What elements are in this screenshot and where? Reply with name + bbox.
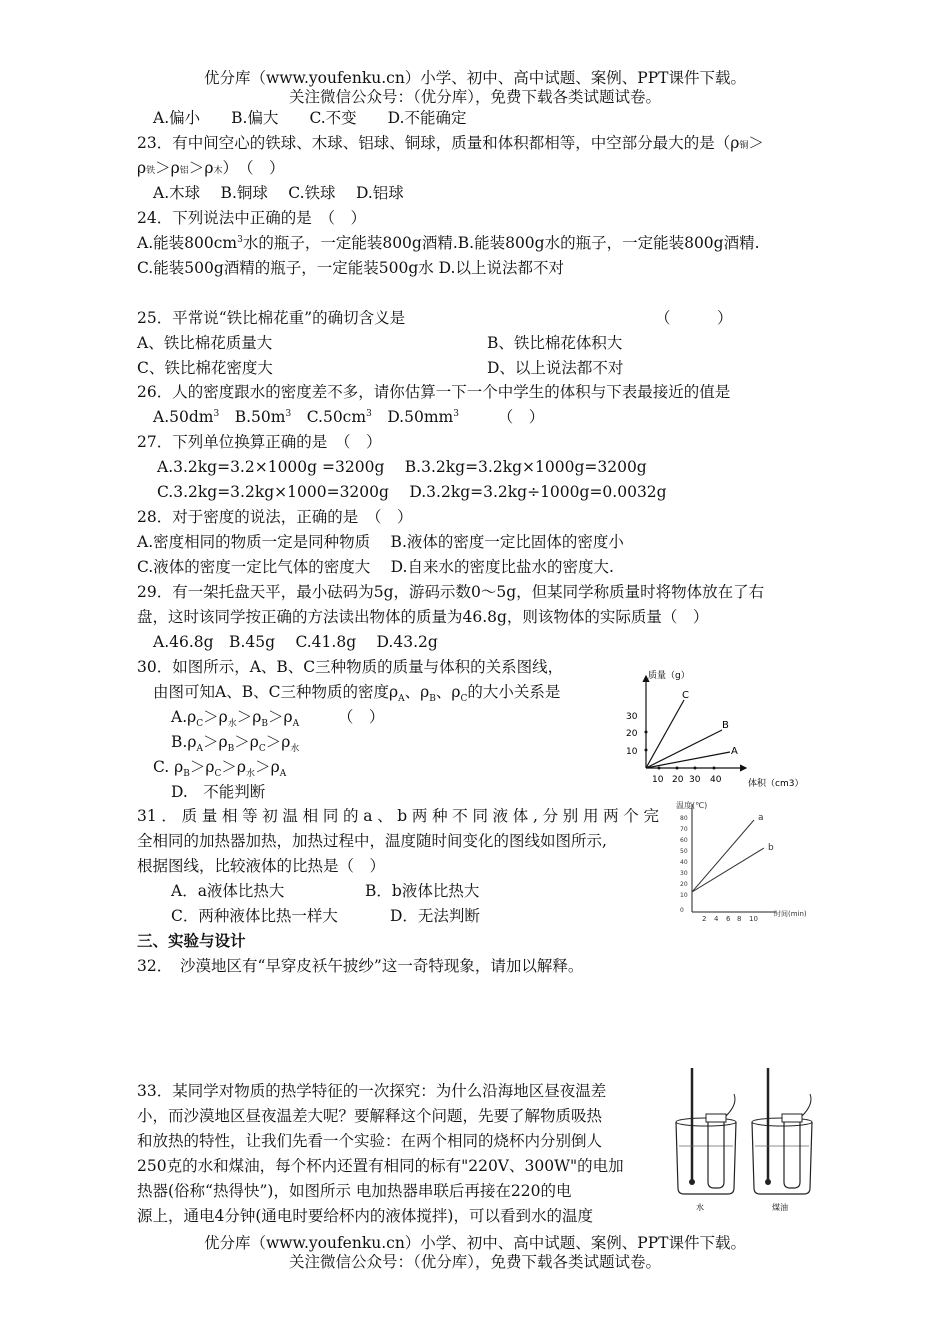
q33-line-5: 热器(俗称“热得快”)，如图所示 电加热器串联后再接在220的电 bbox=[137, 1182, 572, 1200]
q33-line-1: 33．某同学对物质的热学特征的一次探究：为什么沿海地区昼夜温差 bbox=[137, 1082, 607, 1100]
fig31-ytick: 80 bbox=[680, 815, 688, 822]
q24-options-cd: C.能装500g酒精的瓶子，一定能装500g水 D.以上说法都不对 bbox=[137, 259, 564, 277]
q25-stem: 25．平常说“铁比棉花重”的确切含义是 bbox=[137, 309, 406, 327]
q23-line-1: 23．有中间空心的铁球、木球、铝球、铜球，质量和体积都相等，中空部分最大的是（ρ铜＞ bbox=[137, 134, 764, 152]
beaker-kerosene bbox=[752, 1068, 812, 1212]
q25-option-b: B、铁比棉花体积大 bbox=[487, 334, 623, 352]
fig31-ylabel: 温度(℃) bbox=[676, 801, 708, 810]
q33-line-2: 小，而沙漠地区昼夜温差大呢？要解释这个问题，先要了解物质吸热 bbox=[137, 1107, 603, 1125]
q26-stem: 26．人的密度跟水的密度差不多，请你估算一下一个中学生的体积与下表最接近的值是 bbox=[137, 383, 731, 401]
fig31-ytick: 40 bbox=[680, 859, 688, 866]
footer-line-1: 优分库（www.youfenku.cn）小学、初中、高中试题、案例、PPT课件下载。 bbox=[203, 1234, 747, 1252]
header-line-1: 优分库（www.youfenku.cn）小学、初中、高中试题、案例、PPT课件下载。 bbox=[203, 69, 747, 87]
q30-line-1: 30．如图所示，A、B、C三种物质的质量与体积的关系图线， bbox=[137, 658, 564, 676]
q26-options: $A.50dm^3$ $B.50m^3$ $C.50cm^3$ $D.50mm^3$ （ ） bbox=[153, 408, 545, 426]
q28-options-cd: C.液体的密度一定比气体的密度大 D.自来水的密度比盐水的密度大. bbox=[137, 558, 614, 576]
header-line-2: 关注微信公众号：（优分库），免费下载各类试题试卷。 bbox=[288, 88, 661, 106]
fig31-ytick: 30 bbox=[680, 870, 688, 877]
q25-option-d: D、以上说法都不对 bbox=[487, 359, 624, 377]
q28-stem: 28．对于密度的说法，正确的是 （ ） bbox=[137, 508, 413, 526]
q27-stem: 27．下列单位换算正确的是 （ ） bbox=[137, 433, 382, 451]
fig31-xtick: 10 bbox=[749, 915, 758, 923]
fig31-ytick: 0 bbox=[680, 907, 684, 914]
fig31-ytick: 70 bbox=[680, 826, 688, 833]
q33-line-4: 250克的水和煤油，每个杯内还置有相同的标有"220V、300W"的电加 bbox=[137, 1157, 624, 1175]
q29-line-1: 29．有一架托盘天平，最小砝码为5g，游码示数0～5g，但某同学称质量时将物体放在了右 bbox=[137, 583, 765, 601]
fig31-xtick: 2 bbox=[702, 915, 707, 923]
q31-option-d: D．无法判断 bbox=[390, 907, 480, 925]
section-3-title: 三、实验与设计 bbox=[137, 931, 246, 950]
q30-option-b: $B.\rho_A>\rho_B>\rho_C>\rho_水$ bbox=[171, 733, 300, 755]
q31-option-c: C．两种液体比热一样大 bbox=[171, 907, 338, 925]
q27-options-cd: C.3.2kg=3.2kg×1000=3200g D.3.2kg=3.2kg÷1000g=0.0032g bbox=[157, 483, 667, 501]
q30-option-d: D. 不能判断 bbox=[171, 783, 266, 801]
fig31-xlabel: 时间(min) bbox=[774, 910, 807, 918]
q31-line-1: 31．质量相等初温相同的a、b两种不同液体,分别用两个完 bbox=[137, 807, 659, 825]
fig30-ytick-30: 30 bbox=[626, 712, 638, 722]
q23-options: A.木球 B.铜球 C.铁球 D.铝球 bbox=[153, 184, 404, 202]
fig31-line-a bbox=[692, 820, 754, 892]
q33-line-6: 源上，通电4分钟(通电时要给杯内的液体搅拌)，可以看到水的温度 bbox=[137, 1207, 593, 1225]
q31-option-b: B．b液体比热大 bbox=[365, 882, 480, 900]
fig30-xtick-40: 40 bbox=[710, 775, 722, 785]
q31-line-2: 全相同的加热器加热，加热过程中，温度随时间变化的图线如图所示, bbox=[137, 832, 607, 850]
q33-line-3: 和放热的特性，让我们先看一个实验：在两个相同的烧杯内分别倒人 bbox=[137, 1132, 603, 1150]
q25-paren: （ ） bbox=[655, 309, 733, 327]
fig31-ytick: 10 bbox=[680, 892, 688, 899]
fig30-ytick-10: 10 bbox=[626, 747, 638, 757]
q32-stem: 32． 沙漠地区有“早穿皮袄午披纱”这一奇特现象，请加以解释。 bbox=[137, 957, 584, 975]
fig31-ytick: 60 bbox=[680, 837, 688, 844]
q30-option-a: $A.\rho_C>\rho_水>\rho_B>\rho_A$ （ ） bbox=[171, 708, 385, 730]
fig31-ytick: 50 bbox=[680, 848, 688, 855]
fig30-line-c bbox=[646, 700, 684, 768]
fig31-xtick: 6 bbox=[726, 915, 731, 923]
figure-mass-volume-graph bbox=[618, 664, 818, 792]
fig30-xtick-20: 20 bbox=[672, 775, 684, 785]
fig31-line-b bbox=[692, 848, 764, 892]
q23-line-2: ρ铁＞ρ铝＞ρ木） （ ） bbox=[137, 159, 285, 177]
fig30-line-b bbox=[646, 730, 722, 768]
fig33-label-water: 水 bbox=[696, 1203, 704, 1212]
q28-options-ab: A.密度相同的物质一定是同种物质 B.液体的密度一定比固体的密度小 bbox=[137, 533, 624, 551]
q30-option-c: C. $\rho_B>\rho_C>\rho_水>\rho_A$ bbox=[153, 758, 287, 780]
figure-beakers-heaters bbox=[668, 1064, 828, 1214]
q24-stem: 24．下列说法中正确的是 （ ） bbox=[137, 209, 366, 227]
fig30-xtick-30: 30 bbox=[689, 775, 701, 785]
fig30-label-a: A bbox=[731, 746, 738, 757]
fig30-ylabel: 质量（g） bbox=[648, 671, 690, 681]
q25-option-a: A、铁比棉花质量大 bbox=[137, 334, 273, 352]
q31-option-a: A．a液体比热大 bbox=[171, 882, 285, 900]
fig30-line-a bbox=[646, 752, 730, 768]
fig33-label-kerosene: 煤油 bbox=[772, 1203, 788, 1212]
fig31-ytick: 20 bbox=[680, 881, 688, 888]
fig31-label-a: a bbox=[758, 813, 764, 823]
figure-temperature-time-graph bbox=[670, 796, 820, 924]
footer-line-2: 关注微信公众号：（优分库），免费下载各类试题试卷。 bbox=[288, 1253, 661, 1271]
fig30-xtick-10: 10 bbox=[652, 775, 664, 785]
q24-options-ab: A.能装$800cm^3$水的瓶子，一定能装800g酒精.B.能装800g水的瓶子，一定能装800g酒精. bbox=[137, 234, 760, 252]
fig30-ytick-20: 20 bbox=[626, 729, 638, 739]
beaker-water bbox=[676, 1068, 736, 1212]
fig30-xlabel: 体积（cm3） bbox=[748, 779, 804, 789]
fig30-label-b: B bbox=[722, 720, 729, 731]
q29-options: A.46.8g B.45g C.41.8g D.43.2g bbox=[153, 633, 438, 651]
q30-line-2: 由图可知A、B、C三种物质的密度$\rho_A$、$\rho_B$、$\rho_C$的大小关系是 bbox=[153, 683, 561, 705]
fig31-xtick: 8 bbox=[737, 915, 742, 923]
q29-line-2: 盘，这时该同学按正确的方法读出物体的质量为46.8g，则该物体的实际质量（ ） bbox=[137, 608, 709, 626]
fig31-xtick: 4 bbox=[714, 915, 719, 923]
fig31-label-b: b bbox=[768, 843, 774, 853]
fig30-label-c: C bbox=[682, 690, 689, 701]
q22-options: A.偏小 B.偏大 C.不变 D.不能确定 bbox=[153, 109, 467, 127]
q31-line-3: 根据图线，比较液体的比热是（ ） bbox=[137, 857, 386, 875]
q25-option-c: C、铁比棉花密度大 bbox=[137, 359, 273, 377]
q27-options-ab: A.3.2kg=3.2×1000g =3200g B.3.2kg=3.2kg×1000g=3200g bbox=[157, 458, 647, 476]
